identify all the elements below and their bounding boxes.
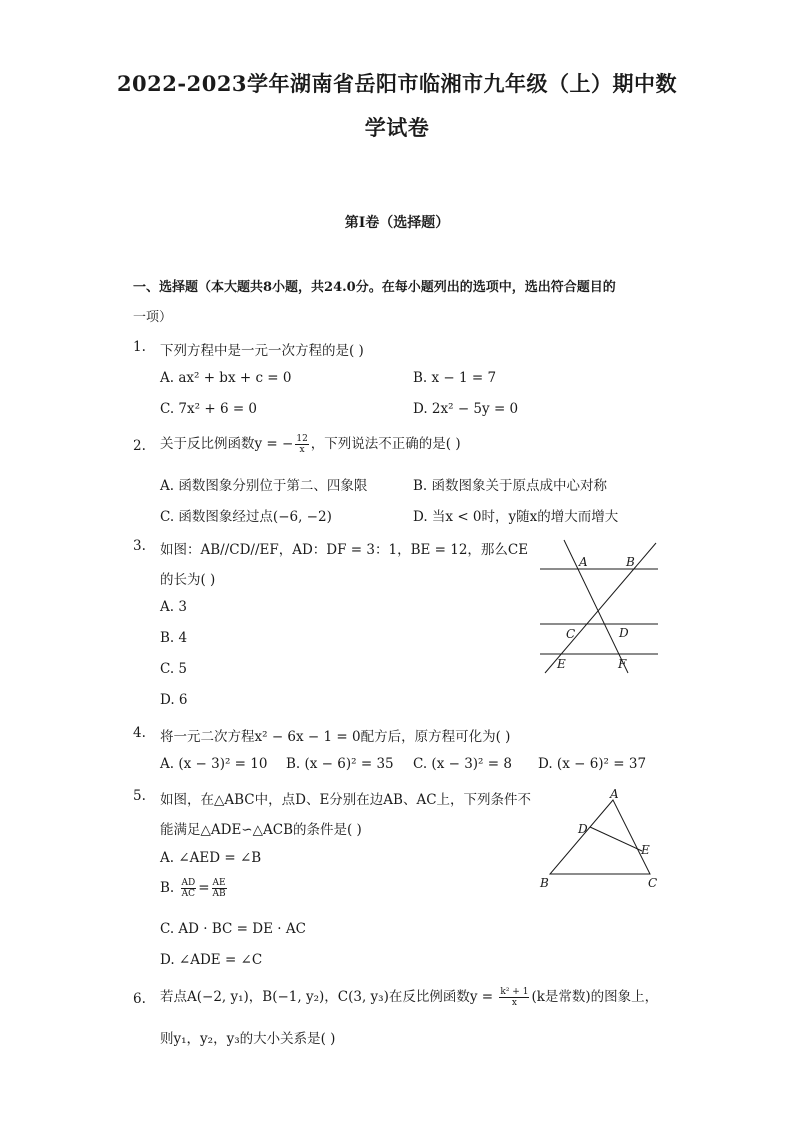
question-4-option-b: B. (x − 6)² = 35 (286, 756, 394, 772)
label-b: B (626, 555, 635, 569)
question-3-number: 3. (133, 538, 146, 554)
segment-de (590, 827, 642, 851)
triangle-abc (550, 800, 650, 874)
label-e: E (557, 657, 566, 671)
question-2-option-a: A. 函数图象分别位于第二、四象限 (160, 478, 368, 494)
question-1-option-b: B. x − 1 = 7 (413, 370, 497, 386)
question-1-stem: 下列方程中是一元一次方程的是( ) (160, 343, 364, 359)
question-1-option-d: D. 2x² − 5y = 0 (413, 401, 519, 417)
label-e: E (641, 843, 650, 857)
question-3-stem-line2: 的长为( ) (160, 572, 216, 588)
question-2-stem-pre: 关于反比例函数y = − (160, 436, 294, 452)
fraction-denominator: AC (181, 889, 196, 899)
question-2-option-d: D. 当x < 0时，y随x的增大而增大 (413, 509, 619, 525)
label-a: A (610, 787, 619, 801)
question-4-option-a: A. (x − 3)² = 10 (160, 756, 268, 772)
fraction-numerator: AE (212, 878, 226, 888)
question-5-figure (530, 785, 670, 895)
question-5-number: 5. (133, 788, 146, 804)
fraction-denominator: x (299, 445, 305, 455)
fraction-denominator: AB (212, 889, 226, 899)
question-6-number: 6. (133, 991, 146, 1007)
question-2-stem-post: ，下列说法不正确的是( ) (310, 436, 461, 452)
label-d: D (619, 626, 629, 640)
option-b-letter: B. (160, 880, 175, 896)
question-5-stem-line2: 能满足△ADE∽△ACB的条件是( ) (160, 822, 362, 838)
page-title-line1: 2022-2023学年湖南省岳阳市临湘市九年级（上）期中数 (116, 71, 678, 96)
question-2-stem (160, 432, 461, 455)
fraction-ae-ab (212, 878, 227, 899)
question-5-stem-line1: 如图，在△ABC中，点D、E分别在边AB、AC上，下列条件不 (160, 792, 532, 808)
question-2-option-b: B. 函数图象关于原点成中心对称 (413, 478, 608, 494)
question-5-option-d: D. ∠ADE = ∠C (160, 952, 263, 968)
section-header-line1: 一、选择题（本大题共8小题，共24.0分。在每小题列出的选项中，选出符合题目的 (133, 280, 616, 295)
fraction-numerator: AD (181, 878, 196, 888)
question-6-stem-pre: 若点A(−2, y₁)，B(−1, y₂)，C(3, y₃)在反比例函数y = (160, 989, 498, 1005)
part-title: 第I卷（选择题） (344, 215, 450, 231)
question-1-option-c: C. 7x² + 6 = 0 (160, 401, 258, 417)
question-3-option-d: D. 6 (160, 692, 188, 708)
label-c: C (566, 627, 576, 641)
question-3-option-a: A. 3 (160, 599, 187, 615)
question-4-option-c: C. (x − 3)² = 8 (413, 756, 512, 772)
question-3-stem-line1: 如图：AB//CD//EF，AD：DF = 3：1，BE = 12，那么CE (160, 542, 529, 558)
equals-sign: = (198, 880, 210, 896)
fraction-denominator: x (511, 998, 517, 1008)
question-6-stem-line2: 则y₁，y₂，y₃的大小关系是( ) (160, 1031, 336, 1047)
question-6-stem-post: (k是常数)的图象上， (531, 989, 659, 1005)
question-3-option-c: C. 5 (160, 661, 188, 677)
question-2-option-c: C. 函数图象经过点(−6, −2) (160, 509, 332, 525)
fraction-ad-ac (181, 878, 197, 899)
label-c: C (648, 876, 658, 890)
question-5-option-b (160, 878, 229, 899)
question-1-number: 1. (133, 339, 146, 355)
question-5-option-a: A. ∠AED = ∠B (160, 850, 262, 866)
question-6-fraction (499, 987, 529, 1008)
label-d: D (578, 822, 588, 836)
question-4-number: 4. (133, 725, 146, 741)
fraction-numerator: k² + 1 (500, 987, 529, 997)
question-2-number: 2. (133, 438, 146, 454)
fraction-numerator: 12 (296, 434, 308, 444)
question-6-stem (160, 985, 658, 1008)
question-3-figure (530, 535, 670, 680)
label-b: B (540, 876, 549, 890)
question-4-stem: 将一元二次方程x² − 6x − 1 = 0配方后，原方程可化为( ) (160, 729, 511, 745)
section-header-line2: 一项） (133, 310, 173, 325)
question-2-fraction (295, 434, 308, 455)
page-title-line2: 学试卷 (364, 115, 430, 140)
question-3-option-b: B. 4 (160, 630, 188, 646)
question-5-option-c: C. AD · BC = DE · AC (160, 921, 306, 937)
label-f: F (618, 657, 627, 671)
question-1-option-a: A. ax² + bx + c = 0 (160, 370, 292, 386)
transversal-af (564, 540, 628, 673)
question-4-option-d: D. (x − 6)² = 37 (538, 756, 647, 772)
label-a: A (579, 555, 588, 569)
